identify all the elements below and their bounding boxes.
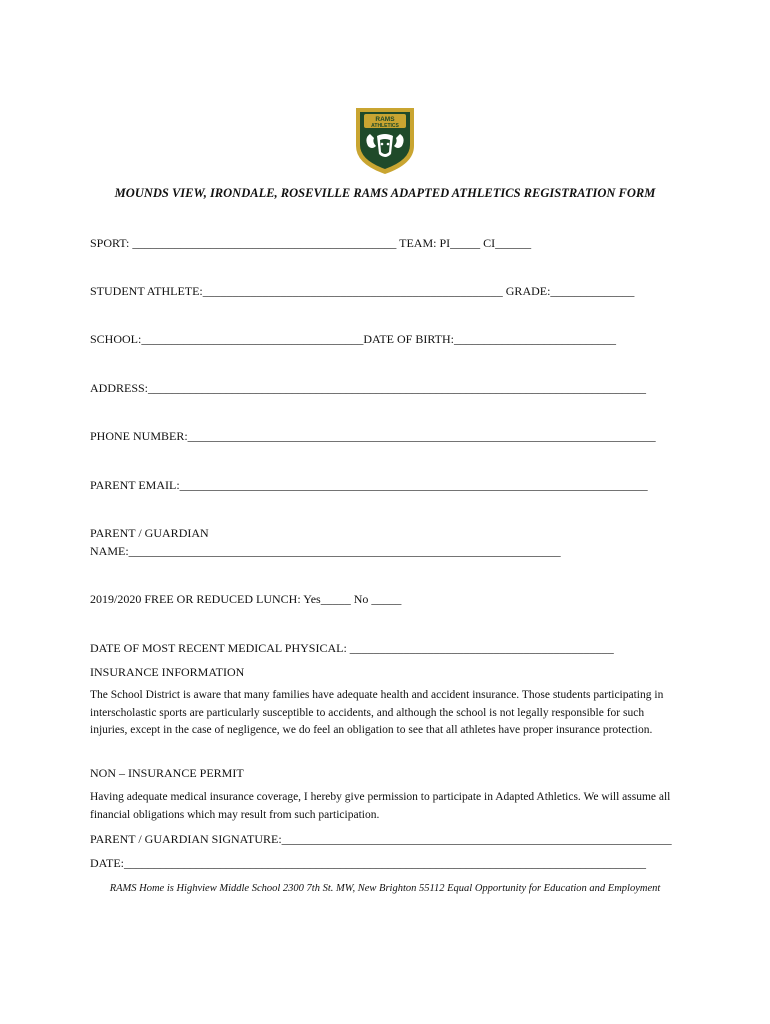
permit-body: Having adequate medical insurance coverage, I hereby give permission to participate in Adapted Athletics. We will assume all financial obligations which may result from such participation. — [90, 791, 671, 821]
guardian-label: PARENT / GUARDIAN — [90, 526, 209, 540]
school-dob-field[interactable]: SCHOOL:_____________________________________DATE OF BIRTH:___________________________ — [90, 332, 616, 346]
logo-text-top: RAMS — [375, 116, 395, 123]
form-title: MOUNDS VIEW, IRONDALE, ROSEVILLE RAMS ADAPTED ATHLETICS REGISTRATION FORM — [114, 186, 656, 200]
rams-logo — [350, 102, 420, 176]
date-field[interactable]: DATE:_______________________________________________________________________________________ — [90, 856, 646, 870]
address-field[interactable]: ADDRESS:___________________________________________________________________________________ — [90, 381, 647, 395]
insurance-heading: INSURANCE INFORMATION — [90, 665, 245, 679]
physical-field[interactable]: DATE OF MOST RECENT MEDICAL PHYSICAL: ____________________________________________ — [90, 641, 614, 655]
footer-note: RAMS Home is Highview Middle School 2300 7th St. MW, New Brighton 55112 Equal Opportunity for Education and Employment — [109, 883, 661, 894]
lunch-field[interactable]: 2019/2020 FREE OR REDUCED LUNCH: Yes_____ No _____ — [90, 592, 402, 606]
student-grade-field[interactable]: STUDENT ATHLETE:__________________________________________________ GRADE:______________ — [90, 284, 635, 298]
phone-field[interactable]: PHONE NUMBER:______________________________________________________________________________ — [90, 429, 656, 443]
signature-field[interactable]: PARENT / GUARDIAN SIGNATURE:_________________________________________________________________ — [90, 832, 672, 846]
permit-heading: NON – INSURANCE PERMIT — [90, 766, 244, 780]
logo-text-bottom: ATHLETICS — [371, 123, 399, 129]
parent-email-field[interactable]: PARENT EMAIL:______________________________________________________________________________ — [90, 478, 648, 492]
sport-team-field[interactable]: SPORT: ____________________________________________ TEAM: PI_____ CI______ — [90, 236, 532, 250]
insurance-body: The School District is aware that many families have adequate health and accident insurance. Those students participating in interscholastic sports are particularly susceptible to accidents, and although the school is not legally responsible for such injuries, except in the case of negligence, we do feel an obligation to see that all athletes have proper insurance protection. — [90, 689, 664, 736]
guardian-name-field[interactable]: NAME:________________________________________________________________________ — [90, 544, 561, 558]
